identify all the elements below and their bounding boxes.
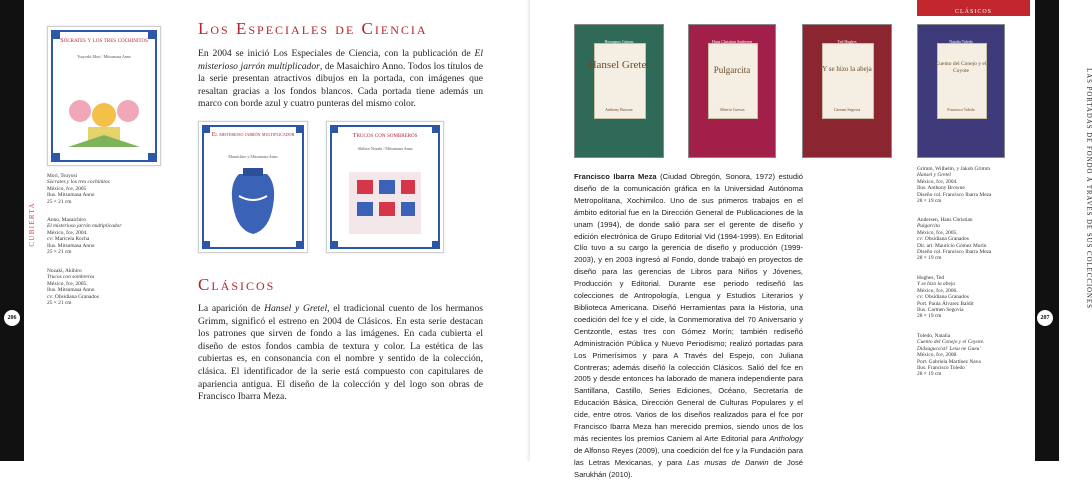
paragraph-especiales (198, 48, 483, 111)
book-author: Natalia Toledo (949, 39, 973, 44)
caption-line: México, fce, 2004. (917, 178, 958, 185)
caption-conejo (917, 333, 984, 378)
caption-line: México, fce, 2008. (917, 352, 958, 359)
cover-socrates-title: Sócrates y los tres cochinitos (60, 37, 148, 44)
book-title-italic: El misterioso jarrón multiplicador (198, 48, 483, 72)
book-illustrator: Alberto Cuevas (719, 107, 745, 112)
caption-line: El misterioso jarrón multiplicador (47, 223, 122, 230)
caption-line: Diseño col. Francisco Ibarra Meza (917, 249, 992, 256)
caption-line: Mori, Tsuyosi (47, 173, 78, 179)
caption-line: Toledo, Natalia (917, 333, 951, 339)
caption-line: Ilus. Anthony Browne (917, 185, 965, 192)
vertical-section-label (28, 202, 36, 322)
vertical-series-label: LAS PORTADAS DE FONDO A TRAVÉS DE SUS COLECCIONES (1084, 68, 1092, 309)
text-run: , de Masaichiro Anno. Todos los títulos de la serie presentan atractivos dibujos en la portada, con imágenes que resaltan gracias a los fondos blancos. Cada portada tiene además un marco con borde azul y cuatro punteras del mismo color. (198, 60, 484, 110)
book-cover-abeja (802, 24, 892, 158)
caption-line: Hughes, Ted (917, 275, 945, 281)
left-black-margin (0, 0, 24, 461)
caption-line: cv: Obsidiana Granados (47, 293, 99, 300)
caption-line: Sócrates y los tres cochinitos (47, 179, 110, 186)
caption-line: Grimm, Wilhelm, y Jakob Grimm (917, 166, 991, 172)
caption-jarron (47, 217, 121, 255)
cover-jarron (198, 121, 308, 253)
cover-jarron-authors: Masaichiro y Mitsumasa Anno (228, 154, 278, 159)
cover-socrates-authors: Tsuyoshi Mori / Mitsumasa Anno (77, 54, 131, 59)
caption-line: cv: Obsidiana Granados (917, 236, 969, 243)
book-title: Cuento del Conejo y el Coyote (935, 61, 987, 74)
caption-line: Port. Gabriela Martínez Nava (917, 358, 981, 365)
caption-line: cv: Maricela Rocha (47, 236, 90, 243)
caption-line: México, fce, 2005 (47, 185, 87, 192)
caption-line: Diseño col. Francisco Ibarra Meza (917, 191, 992, 198)
vertical-label-dark: HISTORIA (27, 279, 36, 322)
paragraph-clasicos (198, 303, 483, 404)
caption-line: Pulgarcita (917, 223, 940, 230)
cover-trucos-art (327, 122, 443, 252)
book-author: Hermanos Grimm (604, 39, 634, 44)
book-illustrator: Carmen Segovia (833, 107, 861, 112)
caption-hansel (917, 166, 991, 204)
book-title-italic: Anthology (769, 433, 803, 443)
cover-trucos-authors: Akihiro Nozaki / Mitsumasa Anno (357, 146, 413, 151)
book-title: Pulgarcita (713, 65, 751, 75)
caption-line: 28 × 19 cm (917, 198, 942, 205)
caption-line: Cuento del Conejo y el Coyote. (917, 339, 985, 346)
page-number-left: 206 (4, 310, 20, 326)
designer-name: Francisco Ibarra Meza (574, 172, 657, 181)
caption-line: Y se hizo la abeja (917, 281, 956, 288)
caption-line: México, fce, 2006. (917, 287, 958, 294)
caption-line: 28 × 19 cm (917, 313, 942, 320)
right-black-margin (1035, 0, 1059, 461)
book-author: Ted Hughes (837, 39, 857, 44)
book-cover-pulgarcita (688, 24, 776, 158)
caption-line: Ilus. Mitsumasa Anno (47, 287, 95, 294)
caption-line: México, fce, 2004. (47, 229, 88, 236)
cover-jarron-art (199, 122, 307, 252)
caption-line: Anno, Masaichiro (47, 217, 86, 223)
book-cover-conejo (917, 24, 1005, 158)
section-title-clasicos: Clásicos (198, 275, 276, 294)
caption-line: Ilus. Francisco Toledo (917, 365, 965, 372)
caption-line: Didxaguca'sti' Lexu ne Gueu' (917, 345, 981, 352)
text-run: (Ciudad Obregón, Sonora, 1972) estudió diseño de la comunicación gráfica en la Universidad Autónoma Metropolitana, Xochimilco. Uno de sus primeros trabajos en el ámbito editorial fue en la Dirección General de Publicaciones de la unam (1994), de donde salió para ser el gerente de diseño y edición electrónica de Grupo Editorial Vid (1994-1999). En Editorial Clío tuvo a su cargo la gerencia de diseño y producción (1999-2003), y en 2003 ingresó al Fondo, donde trabajó en proyectos de diseño para las gerencias de Libros para Niños y Jóvenes, Producción y Editorial. Durante ese periodo rediseñó las colecciones de Antropología, Lengua y Estudios Literarios y Biblioteca Americana. Diseñó Herramientas para la Historia, una coedición del fce y el cide, la Conmemorativa del 70 Aniversario y Centzontle, estas tres con Gómez Morín; también rediseñó Administración Pública y Nuevo Periodismo; realizó portadas para Los Primerísimos y para A Través del Espejo, con Juliana Contreras; además diseñó la colección Clásicos. Salió del fce en 2005 y desde entonces ha laborado de manera independiente para Santillana, Castillo, Series Ediciones, Océano, Secretaría de Educación Básica, Dirección General de Culturas Populares y el cide, entre otros. Varios de los diseños realizados para el fce por Francisco Ibarra Meza han merecido premios, siendo unos de los más recientes los premios Caniem al Arte Editorial para (574, 172, 803, 443)
caption-line: 25 × 21 cm (47, 300, 72, 307)
caption-abeja (917, 275, 974, 320)
text-run: de Alfonso Reyes (2009), una coedición del fce y la Fundación para las Letras Mexicanas, y para (574, 445, 803, 467)
book-title: Y se hizo la abeja (822, 65, 872, 73)
book-title-italic: Las musas de Darwin (687, 457, 769, 467)
cover-socrates (47, 26, 161, 166)
caption-line: Hansel y Gretel (917, 172, 951, 179)
text-run: En 2004 se inició Los Especiales de Ciencia, con la publicación de (198, 48, 475, 59)
caption-line: Port. Paula Álvarez Baldit (917, 300, 974, 307)
caption-line: Dir. art. Mauricio Gómez Morín (917, 242, 987, 249)
book-illustrator: Anthony Browne (605, 107, 633, 112)
caption-socrates (47, 173, 110, 205)
text-run: La aparición de (198, 303, 265, 314)
book-cover-hansel (574, 24, 664, 158)
vertical-label-red: CUBIERTA (27, 202, 36, 247)
book-title-italic: Hansel y Gretel (264, 303, 328, 314)
book-author: Hans Christian Andersen (712, 39, 752, 44)
text-run: , el tradicional cuento de los hermanos Grimm, significó el estreno en 2004 de Clásicos. En esta serie destacan los patrones que sirven de fondo a las imágenes. En cada cubierta el diseño de estos fondos cambia de textura y color. La estética de las cubiertas es, en consonancia con el nombre y sentido de la colección, clásica. El identificador de la serie está compuesto con capitulares de apariencia antigua. El diseño de la colección y del logo son obras de Francisco Ibarra Meza. (198, 303, 484, 403)
caption-trucos (47, 268, 99, 306)
caption-line: Trucos con sombreros (47, 274, 95, 281)
caption-line: cv: Obsidiana Granados (917, 294, 969, 301)
book-title: Hansel Gretel (588, 59, 650, 71)
caption-line: México, fce, 2005. (917, 229, 958, 236)
left-page (0, 0, 530, 461)
caption-line: 28 × 19 cm (917, 255, 942, 262)
caption-line: 25 × 21 cm (47, 249, 72, 256)
caption-line: 28 × 19 cm (917, 371, 942, 378)
caption-line: Ilus. Carmen Segovia (917, 307, 964, 314)
cover-socrates-art (48, 27, 160, 165)
section-tab-clasicos: clásicos (917, 0, 1030, 16)
cover-trucos-title: Trucos con sombreros (352, 132, 418, 139)
page-number-right: 207 (1037, 310, 1053, 326)
caption-pulgarcita (917, 217, 991, 262)
cover-trucos (326, 121, 444, 253)
caption-line: México, fce, 2005. (47, 280, 88, 287)
cover-jarron-title: El misterioso jarrón multiplicador (211, 132, 295, 138)
text-run: de José Sarukhán (2010). (574, 457, 803, 479)
caption-line: Ilus. Mitsumasa Anno (47, 192, 95, 199)
paragraph-biografia (574, 171, 803, 481)
book-illustrator: Francisco Toledo (947, 107, 975, 112)
caption-line: Andersen, Hans Christian (917, 217, 973, 223)
section-title-especiales: Los Especiales de Ciencia (198, 19, 428, 38)
vertical-label-sep: DE LA (27, 246, 36, 280)
caption-line: Nozaki, Akihiro (47, 268, 82, 274)
caption-line: Ilus. Mitsumasa Anno (47, 242, 95, 249)
caption-line: 25 × 21 cm (47, 198, 72, 205)
